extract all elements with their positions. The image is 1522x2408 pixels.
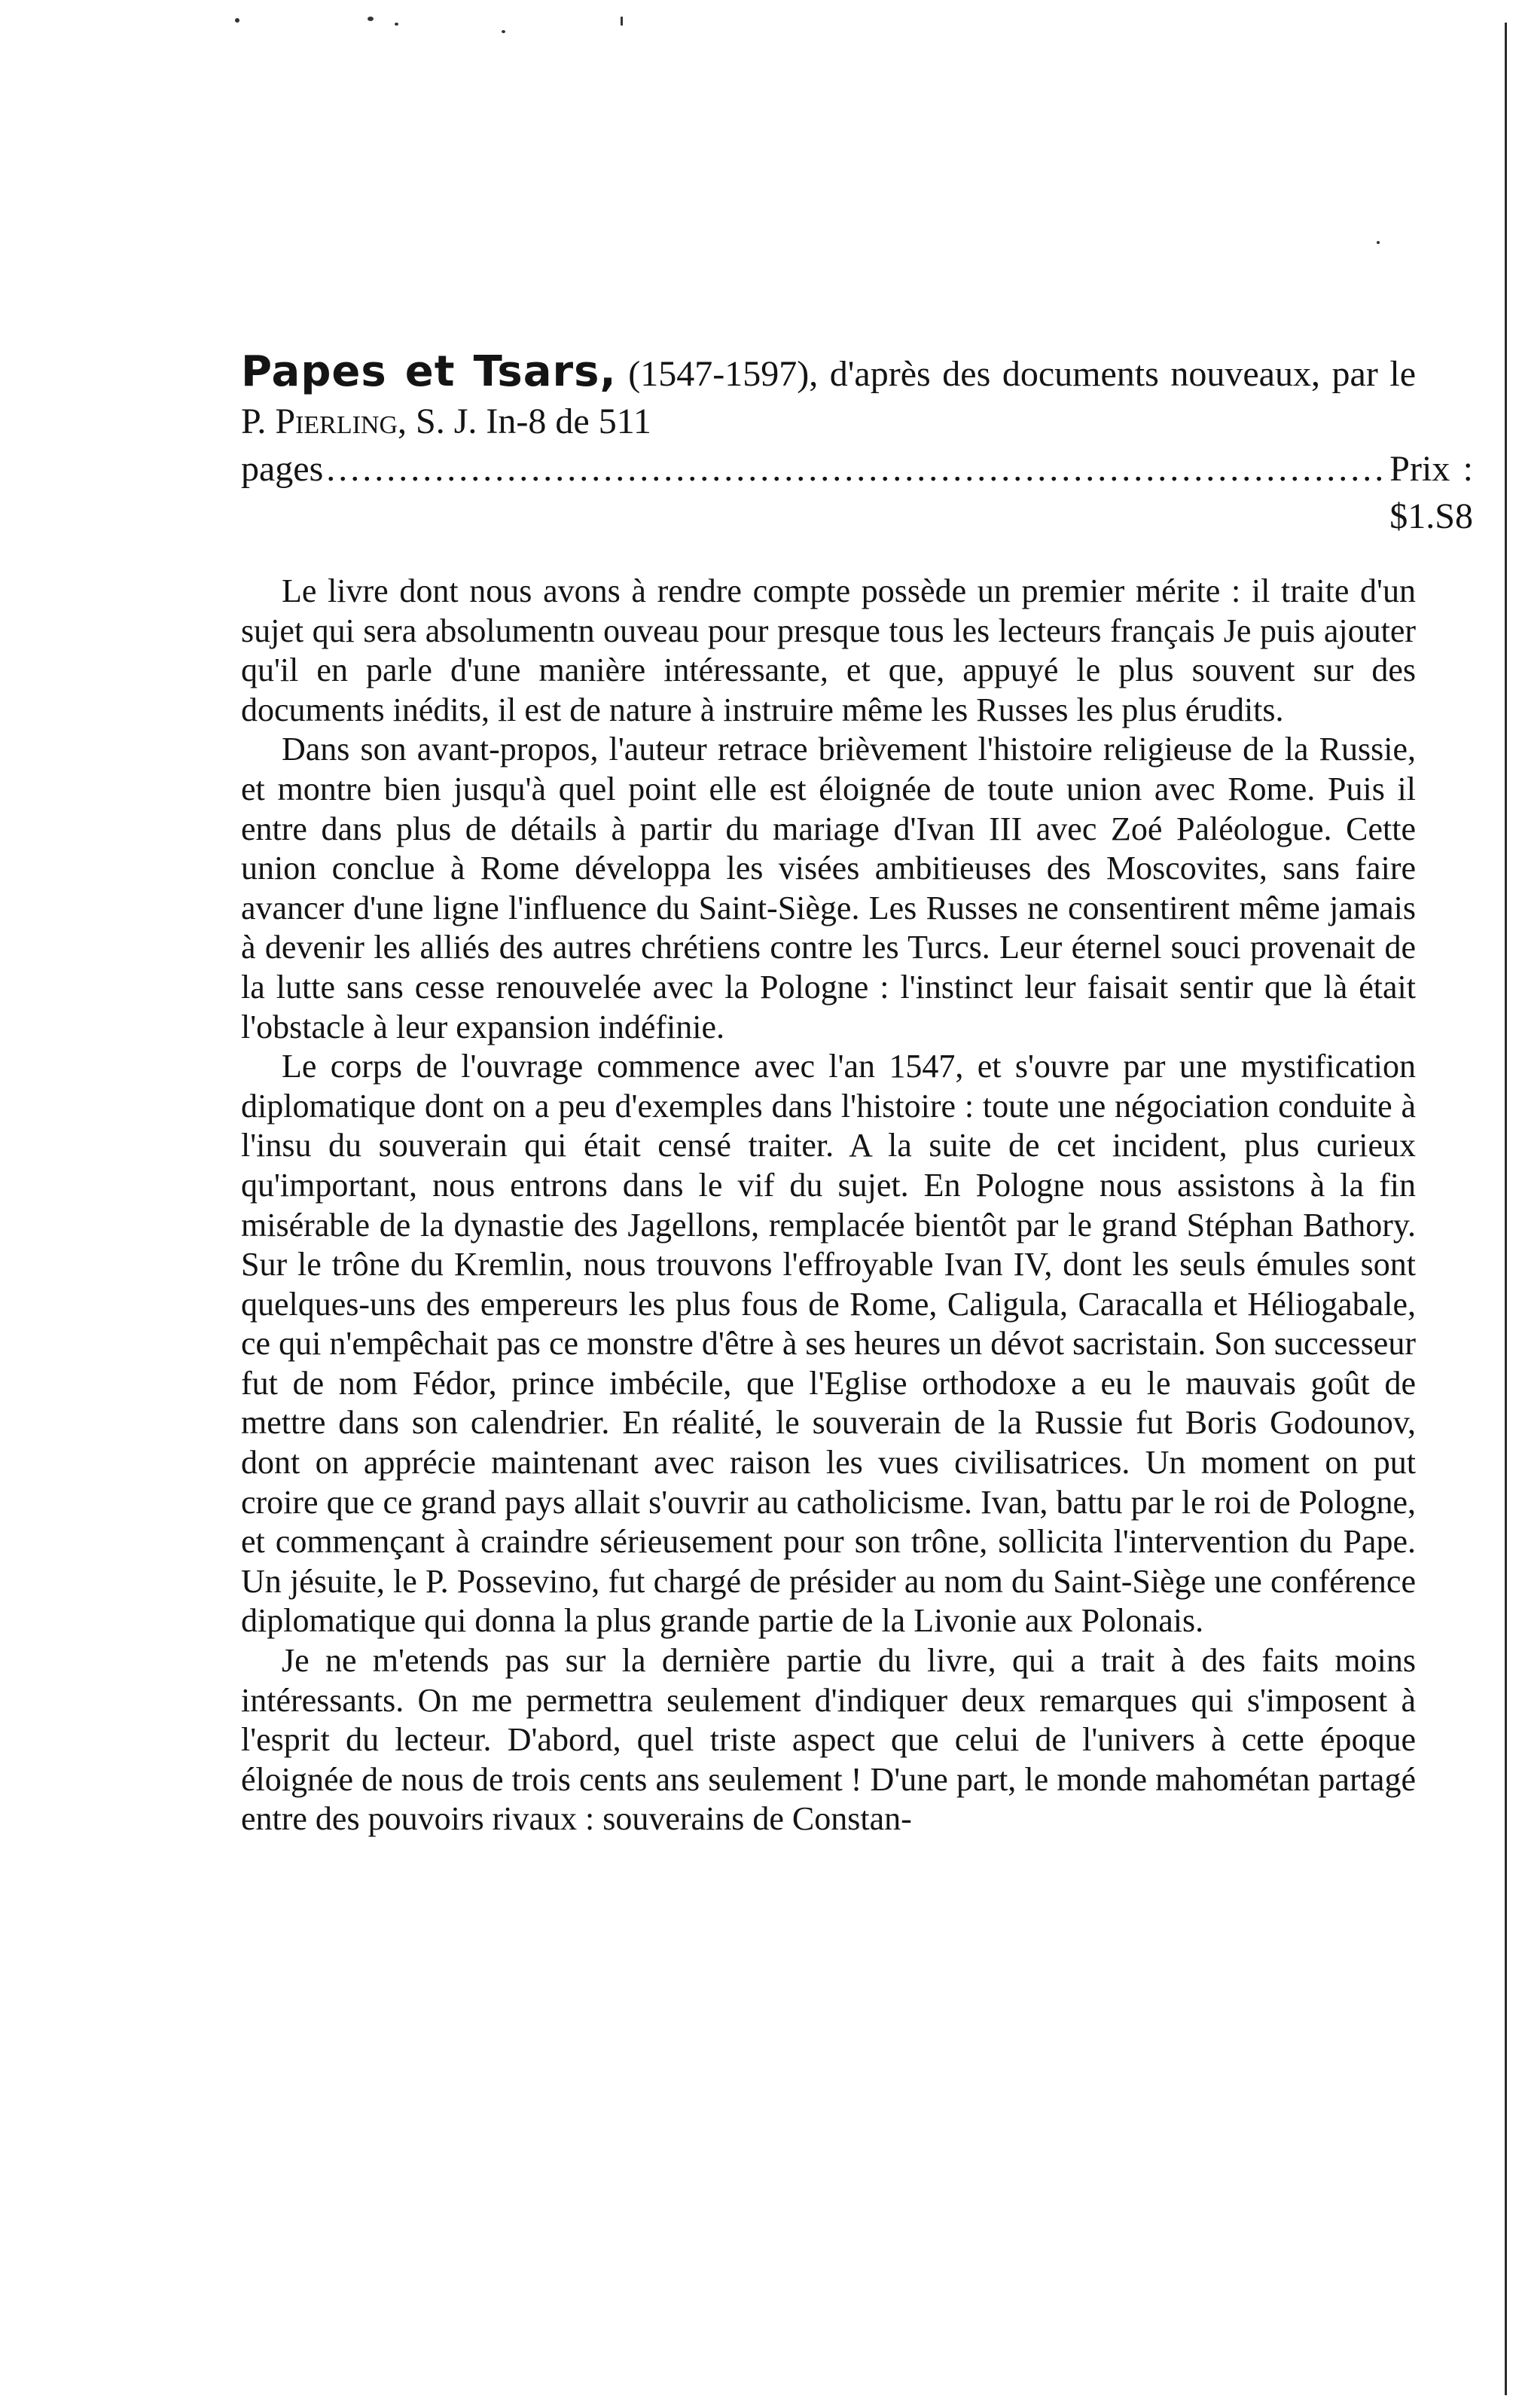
paragraph: Dans son avant-propos, l'auteur retrace brièvement l'histoire religieuse de la Russie, et montre bien jusqu'à quel point elle est éloignée de toute union avec Rome. Puis il entre dans plus de détails à partir du mariage d'Ivan III avec Zoé Paléologue. Cette union conclue à Rome développa les visées ambitieuses des Moscovites, sans faire avancer d'une ligne l'influence du Saint-Siège. Les Russes ne consentirent même jamais à devenir les alliés des autres chrétiens contre les Turcs. Leur éternel souci provenait de la lutte sans cesse renouvelée avec la Pologne : l'instinct leur faisait sentir que là était l'obstacle à leur expansion indéfinie. — [241, 731, 1416, 1045]
paragraph: Le livre dont nous avons à rendre compte possède un premier mérite : il traite d'un sujet qui sera absolumentn ouveau pour presque tous les lecteurs français Je puis ajouter qu'il en parle d'une manière intéressante, et que, appuyé le plus souvent sur des documents inédits, il est de nature à instruire même les Russes les plus érudits. — [241, 572, 1416, 728]
book-review — [241, 347, 1473, 1839]
book-dates: (1547-1597), — [628, 354, 819, 394]
ink-speck — [621, 17, 623, 26]
ink-speck — [1377, 241, 1380, 244]
paragraph: Je ne m'etends pas sur la dernière partie du livre, qui a trait à des faits moins intéressants. On me permettra seulement d'indiquer deux remarques qui s'imposent à l'esprit du lecteur. D'abord, quel triste aspect que celui de l'univers à cette époque éloignée de nous de trois cents ans seulement ! D'une part, le monde mahométan partagé entre des pouvoirs rivaux : souverains de Constan- — [241, 1642, 1416, 1838]
book-subtitle: d'après des documents nouveaux, par le P. — [241, 354, 1416, 441]
bibliographic-heading — [241, 347, 1473, 540]
price-line — [241, 445, 1473, 540]
ink-speck — [395, 23, 398, 26]
book-price: Prix : $1.S8 — [1389, 449, 1473, 536]
book-author: Pierling, — [275, 401, 407, 441]
page-edge-line — [1505, 23, 1507, 2395]
author-order: S. J. — [416, 401, 477, 441]
book-format: In-8 de 511 — [486, 401, 651, 441]
paragraph: Le corps de l'ouvrage commence avec l'an 1547, et s'ouvre par une mystification diplomatique dont on a peu d'exemples dans l'histoire : toute une négociation conduite à l'insu du souverain qui était censé traiter. A la suite de cet incident, plus curieux qu'important, nous entrons dans le vif du sujet. En Pologne nous assistons à la fin misérable de la dynastie des Jagellons, remplacée bientôt par le grand Stéphan Bathory. Sur le trône du Kremlin, nous trouvons l'effroyable Ivan IV, dont les seuls émules sont quelques-uns des empereurs les plus fous de Rome, Caligula, Caracalla et Héliogabale, ce qui n'empêchait pas ce monstre d'être à ses heures un dévot sacristain. Son successeur fut de nom Fédor, prince imbécile, que l'Eglise orthodoxe a eu le mauvais goût de mettre dans son calendrier. En réalité, le souverain de la Russie fut Boris Godounov, dont on apprécie maintenant avec raison les vues civilisatrices. Un moment on put croire que ce grand pays allait s'ouvrir au catholicisme. Ivan, battu par le roi de Pologne, et commençant à craindre sérieusement pour son trône, sollicita l'intervention du Pape. Un jésuite, le P. Possevino, fut chargé de présider au nom du Saint-Siège une conférence diplomatique qui donna la plus grande partie de la Livonie aux Polonais. — [241, 1048, 1416, 1640]
review-body — [241, 572, 1416, 1839]
dot-leader: ........................................................................................ — [326, 449, 1387, 489]
ink-speck — [368, 17, 374, 21]
ink-speck — [502, 30, 505, 33]
ink-speck — [235, 18, 239, 23]
book-title: Papes et Tsars, — [241, 347, 617, 396]
pages-label: pages — [241, 449, 324, 489]
